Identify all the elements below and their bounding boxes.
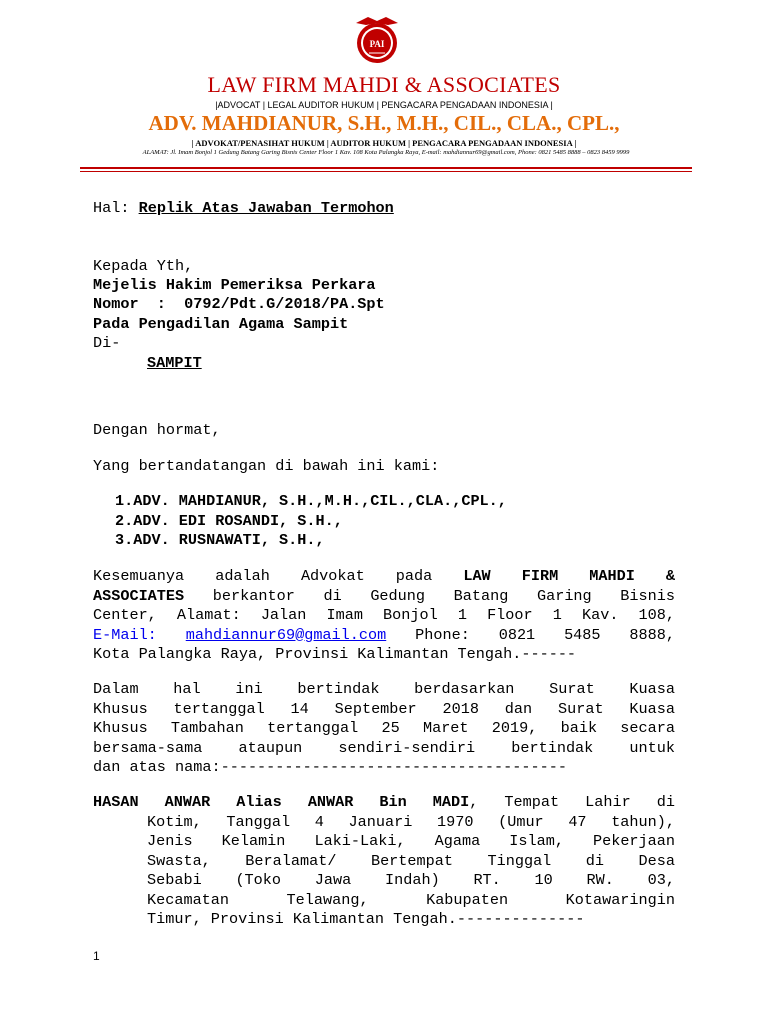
- client-first-line: [93, 793, 675, 813]
- paragraph-firm-line: [93, 587, 675, 607]
- letterhead-rule-thick: [80, 167, 692, 169]
- tagline-1: |ADVOCAT | LEGAL AUDITOR HUKUM | PENGACARA PENGADAAN INDONESIA |: [215, 100, 553, 110]
- paragraph-client: [93, 793, 675, 813]
- client-text: , Tempat Lahir di: [469, 793, 675, 811]
- subject-label: Hal:: [93, 199, 130, 217]
- signatory-2: 2.ADV. EDI ROSANDI, S.H.,: [115, 512, 343, 530]
- client-line: Kecamatan Telawang, Kabupaten Kotawaringin: [147, 890, 675, 909]
- paragraph-kuasa-line: Khusus Tambahan tertanggal 25 Maret 2019, baik secara: [93, 719, 675, 737]
- intro-line: Yang bertandatangan di bawah ini kami:: [93, 457, 440, 475]
- kepada-yth: Kepada Yth,: [93, 257, 194, 275]
- para1-text: berkantor di Gedung Batang Garing Bisnis: [184, 586, 675, 605]
- firm-name: LAW FIRM MAHDI & ASSOCIATES: [207, 72, 561, 97]
- firm-logo: [354, 13, 400, 65]
- client-line: Timur, Provinsi Kalimantan Tengah.--------------: [147, 910, 585, 928]
- paragraph-kuasa-line: bersama-sama ataupun sendiri-sendiri bertindak untuk: [93, 738, 675, 757]
- paragraph-firm-line: [93, 567, 675, 587]
- paragraph-firm-line: Center, Alamat: Jalan Imam Bonjol 1 Floor 1 Kav. 108,: [93, 606, 675, 624]
- para1-text: Kesemuanya adalah Advokat pada: [93, 567, 464, 585]
- page-number: 1: [93, 949, 100, 963]
- greeting: Dengan hormat,: [93, 421, 221, 439]
- para1-firm-bold: LAW FIRM MAHDI &: [463, 567, 675, 585]
- para1-text: Phone: 0821 5485 8888,: [386, 625, 675, 644]
- signatory-1: 1.ADV. MAHDIANUR, S.H.,M.H.,CIL.,CLA.,CPL.,: [115, 492, 507, 510]
- di-line: Di-: [93, 334, 121, 352]
- client-line: Sebabi (Toko Jawa Indah) RT. 10 RW. 03,: [147, 871, 675, 889]
- email-link[interactable]: mahdiannur69@gmail.com: [185, 625, 387, 644]
- paragraph-kuasa-line: dan atas nama:--------------------------------------: [93, 758, 567, 776]
- subject-line: [93, 199, 394, 218]
- city-line: SAMPIT: [147, 354, 202, 372]
- recipient-line-1: Mejelis Hakim Pemeriksa Perkara: [93, 276, 376, 294]
- paragraph-firm-line: Kota Palangka Raya, Provinsi Kalimantan Tengah.------: [93, 645, 577, 663]
- recipient-line-3: Pada Pengadilan Agama Sampit: [93, 315, 349, 333]
- letterhead-address: ALAMAT: Jl. Imam Bonjol 1 Gedung Batang Garing Bisnis Center Floor 1 Kav. 108 Kota Palangka Raya, E-mail: mahdiannur69@gmail.com, Phone: 0821 5485 8888 – 0823 8459 9999: [142, 149, 630, 156]
- paragraph-kuasa: [93, 680, 675, 778]
- client-line: Swasta, Beralamat/ Bertempat Tinggal di Desa: [147, 851, 675, 870]
- client-line: Jenis Kelamin Laki-Laki, Agama Islam, Pekerjaan: [147, 832, 675, 850]
- letterhead-rule-thin: [80, 171, 692, 172]
- paragraph-client-cont: [147, 813, 675, 930]
- client-name: HASAN ANWAR Alias ANWAR Bin MADI: [93, 793, 470, 811]
- paragraph-kuasa-line: Dalam hal ini bertindak berdasarkan Surat Kuasa: [93, 680, 675, 698]
- subject-text: Replik Atas Jawaban Termohon: [138, 199, 394, 217]
- paragraph-kuasa-line: Khusus tertanggal 14 September 2018 dan Surat Kuasa: [93, 699, 675, 718]
- para1-firm-bold: ASSOCIATES: [93, 586, 185, 605]
- email-label: E-Mail:: [93, 625, 157, 644]
- recipient-line-2: Nomor : 0792/Pdt.G/2018/PA.Spt: [93, 295, 385, 313]
- svg-text:PAI: PAI: [369, 39, 385, 49]
- paragraph-firm-line: [93, 626, 675, 646]
- tagline-2: | ADVOKAT/PENASIHAT HUKUM | AUDITOR HUKUM | PENGACARA PENGADAAN INDONESIA |: [191, 138, 577, 148]
- client-line: Kotim, Tanggal 4 Januari 1970 (Umur 47 tahun),: [147, 812, 675, 831]
- signatory-3: 3.ADV. RUSNAWATI, S.H.,: [115, 531, 325, 549]
- advocate-line: ADV. MAHDIANUR, S.H., M.H., CIL., CLA., CPL.,: [148, 111, 620, 135]
- paragraph-firm: [93, 567, 675, 665]
